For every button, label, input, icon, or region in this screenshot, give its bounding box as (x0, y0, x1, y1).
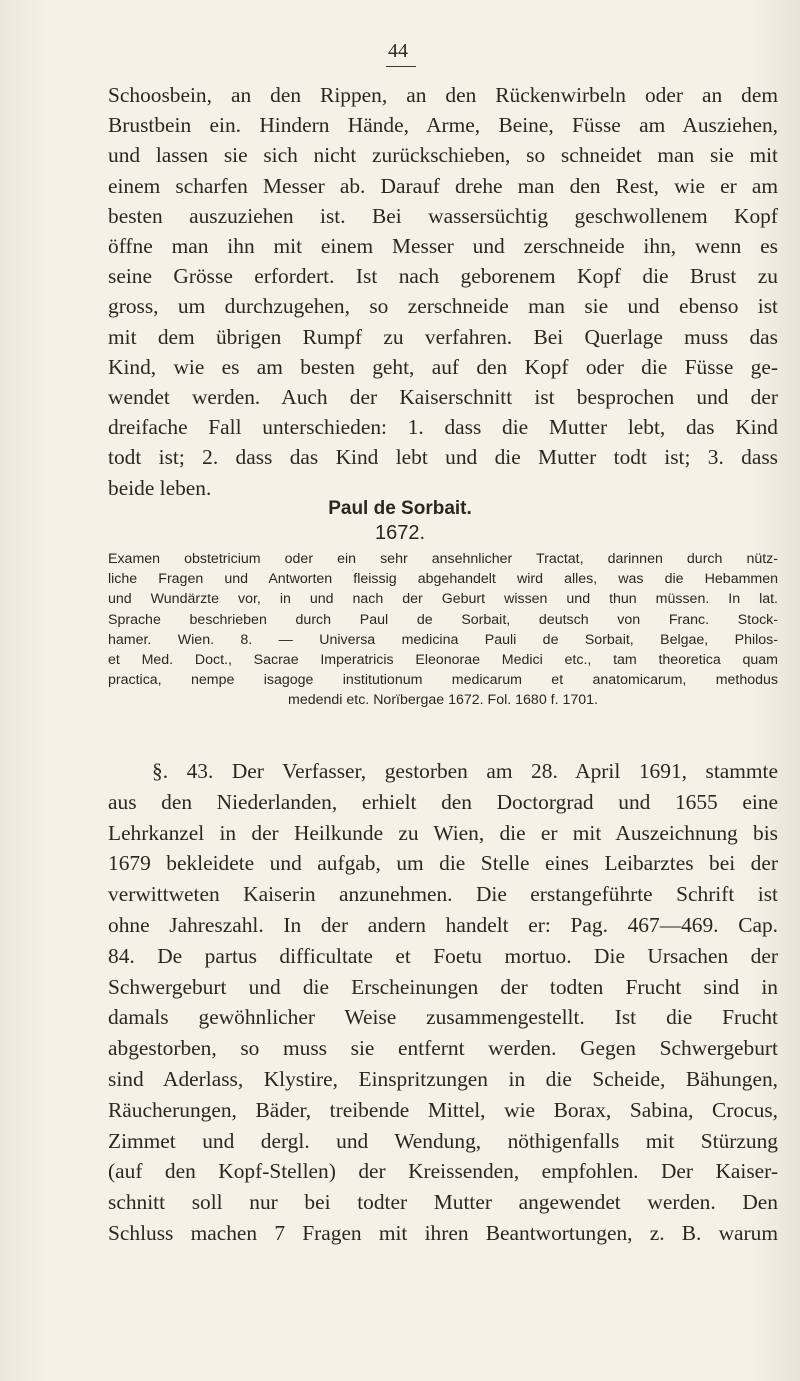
paragraph-1-line: todt ist; 2. dass das Kind lebt und die Mutter todt ist; 3. dass (108, 445, 778, 470)
paragraph-2-line: aus den Niederlanden, erhielt den Doctorgrad und 1655 eine (108, 789, 778, 814)
paragraph-2-line: Schluss machen 7 Fragen mit ihren Beantwortungen, z. B. warum (108, 1220, 778, 1245)
paragraph-2-line: abgestorben, so muss sie entfernt werden. Gegen Schwergeburt (108, 1036, 778, 1061)
paragraph-1-line: einem scharfen Messer ab. Darauf drehe man den Rest, wie er am (108, 173, 778, 198)
paragraph-2-line: Zimmet und dergl. und Wendung, nöthigenfalls mit Stürzung (108, 1128, 778, 1153)
paragraph-1-line: gross, um durchzugehen, so zerschneide man sie und ebenso ist (108, 294, 778, 319)
paragraph-2-line: 1679 bekleidete und aufgab, um die Stelle eines Leibarztes bei der (108, 851, 778, 876)
paragraph-1-line: öffne man ihn mit einem Messer und zerschneide ihn, wenn es (108, 234, 778, 259)
bibliography-line: Sprache beschrieben durch Paul de Sorbait, deutsch von Franc. Stock- (108, 611, 778, 628)
paragraph-1-line: mit dem übrigen Rumpf zu verfahren. Bei Querlage muss das (108, 324, 778, 349)
paragraph-2-line: Schwergeburt und die Erscheinungen der todten Frucht sind in (108, 974, 778, 999)
section-year: 1672. (374, 522, 426, 544)
paragraph-1-line: Kind, wie es am besten geht, auf den Kopf oder die Füsse ge- (108, 354, 778, 379)
paragraph-2-line: §. 43. Der Verfasser, gestorben am 28. April 1691, stammte (152, 759, 778, 783)
paragraph-1-line: Brustbein ein. Hindern Hände, Arme, Beine, Füsse am Ausziehen, (108, 113, 778, 138)
bibliography-line: Examen obstetricium oder ein sehr ansehnlicher Tractat, darinnen durch nütz- (108, 551, 778, 567)
paragraph-2-line: 84. De partus difficultate et Foetu mortuo. Die Ursachen der (108, 943, 778, 968)
paragraph-1 (108, 80, 778, 503)
bibliography-line: und Wundärzte vor, in und nach der Geburt wissen und thun müssen. In lat. (108, 591, 778, 608)
paragraph-2-line: Räucherungen, Bäder, treibende Mittel, wie Borax, Sabina, Crocus, (108, 1097, 778, 1122)
paragraph-2-line: sind Aderlass, Klystire, Einspritzungen in die Scheide, Bähungen, (108, 1066, 778, 1091)
bibliography-line: practica, nempe isagoge institutionum medicarum et anatomicarum, methodus (108, 672, 778, 689)
section-heading: Paul de Sorbait. (328, 498, 472, 519)
paragraph-1-line: seine Grösse erfordert. Ist nach geborenem Kopf die Brust zu (108, 264, 778, 289)
bibliography-line: hamer. Wien. 8. — Universa medicina Pauli de Sorbait, Belgae, Philos- (108, 631, 778, 648)
bibliography-line: et Med. Doct., Sacrae Imperatricis Eleonorae Medici etc., tam theoretica quam (108, 652, 778, 669)
paragraph-1-line: und lassen sie sich nicht zurückschieben, so schneidet man sie mit (108, 143, 778, 168)
bibliography-line: medendi etc. Norïbergae 1672. Fol. 1680 f. 1701. (288, 692, 598, 709)
paragraph-1-line: wendet werden. Auch der Kaiserschnitt ist besprochen und der (108, 385, 778, 410)
paragraph-2-line: Lehrkanzel in der Heilkunde zu Wien, die er mit Auszeichnung bis (108, 820, 778, 845)
page-number-rule (386, 66, 416, 67)
paragraph-1-line: Schoosbein, an den Rippen, an den Rückenwirbeln oder an dem (108, 83, 778, 107)
paragraph-2-line: schnitt soll nur bei todter Mutter angewendet werden. Den (108, 1190, 778, 1215)
page-number: 44 (388, 40, 408, 62)
paragraph-2-line: ohne Jahreszahl. In der andern handelt er: Pag. 467—469. Cap. (108, 912, 778, 937)
paragraph-2-line: damals gewöhnlicher Weise zusammengestellt. Ist die Frucht (108, 1005, 778, 1030)
paragraph-2-line: (auf den Kopf-Stellen) der Kreissenden, empfohlen. Der Kaiser- (108, 1159, 778, 1184)
paragraph-2-line: verwittweten Kaiserin anzunehmen. Die erstangeführte Schrift ist (108, 882, 778, 907)
paragraph-1-line: beide leben. (108, 475, 212, 500)
bibliography-entry (108, 549, 778, 711)
paragraph-2 (108, 756, 778, 1249)
paragraph-1-line: besten auszuziehen ist. Bei wassersüchtig geschwollenem Kopf (108, 203, 778, 228)
paragraph-1-line: dreifache Fall unterschieden: 1. dass die Mutter lebt, das Kind (108, 415, 778, 440)
bibliography-line: liche Fragen und Antworten fleissig abgehandelt wird alles, was die Hebammen (108, 571, 778, 588)
